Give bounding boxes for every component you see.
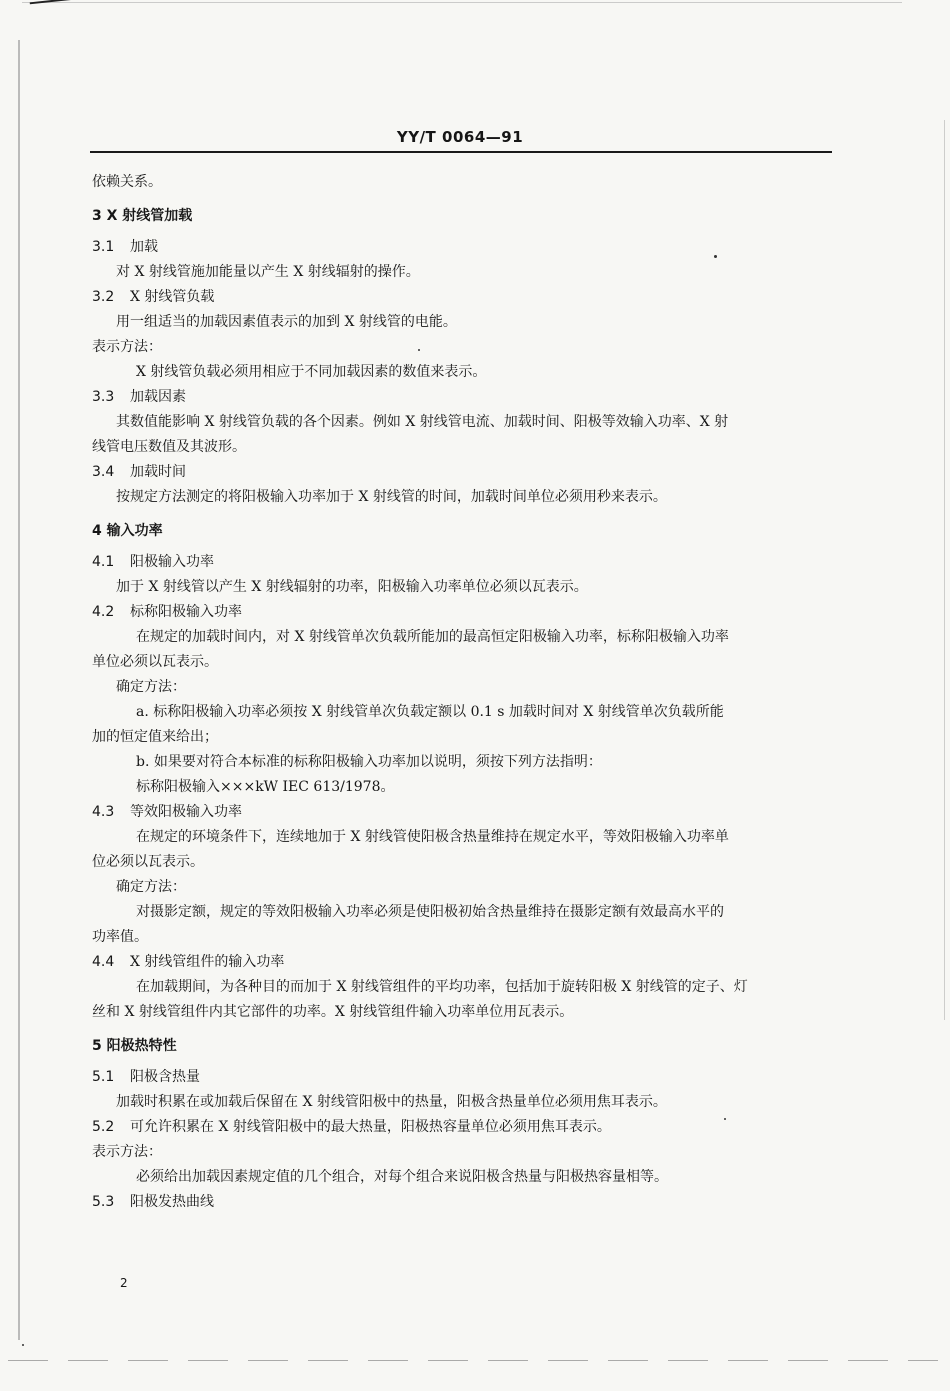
- header-rule: [90, 151, 832, 153]
- clause-number: 4.4: [92, 954, 115, 970]
- section-heading-3: 3 X 射线管加载: [92, 208, 193, 224]
- paragraph-line: 必须给出加载因素规定值的几个组合，对每个组合来说阳极含热量与阳极热容量相等。: [136, 1169, 668, 1185]
- page-number: 2: [120, 1276, 128, 1290]
- paragraph-line: 加于 X 射线管以产生 X 射线辐射的功率，阳极输入功率单位必须以瓦表示。: [116, 579, 588, 595]
- paragraph-line: 功率值。: [92, 929, 148, 945]
- paragraph-line: 其数值能影响 X 射线管负载的各个因素。例如 X 射线管电流、加载时间、阳极等效输入功率、X 射: [116, 414, 729, 430]
- clause-title: 等效阳极输入功率: [130, 804, 242, 820]
- scan-border-left: [18, 40, 20, 1340]
- clause-heading-5-1: [92, 1065, 840, 1090]
- paragraph-line: 确定方法：: [116, 879, 186, 895]
- clause-heading-3-2: [92, 285, 840, 310]
- paragraph-line: X 射线管负载必须用相应于不同加载因素的数值来表示。: [136, 364, 487, 380]
- clause-heading-5-3: [92, 1190, 840, 1215]
- paragraph-line: 线管电压数值及其波形。: [92, 439, 246, 455]
- paragraph-line: 丝和 X 射线管组件内其它部件的功率。X 射线管组件输入功率单位用瓦表示。: [92, 1004, 574, 1020]
- clause-title: X 射线管组件的输入功率: [130, 954, 285, 970]
- list-item-a: a. 标称阳极输入功率必须按 X 射线管单次负载定额以 0.1 s 加载时间对 X 射线管单次负载所能: [136, 704, 724, 720]
- clause-title: 阳极发热曲线: [130, 1194, 214, 1210]
- clause-heading-4-2: [92, 600, 840, 625]
- paragraph-line: 确定方法：: [116, 679, 186, 695]
- standard-code-header: YY/T 0064—91: [396, 128, 524, 146]
- clause-number: 3.3: [92, 389, 115, 405]
- clause-title: 加载时间: [130, 464, 186, 480]
- paragraph-line: 对摄影定额，规定的等效阳极输入功率必须是使阳极初始含热量维持在摄影定额有效最高水平的: [136, 904, 724, 920]
- paragraph-line: 用一组适当的加载因素值表示的加到 X 射线管的电能。: [116, 314, 457, 330]
- clause-number: 4.3: [92, 804, 115, 820]
- scan-border-top: [22, 2, 902, 3]
- paragraph-line: 单位必须以瓦表示。: [92, 654, 218, 670]
- paragraph-line: 在规定的加载时间内，对 X 射线管单次负载所能加的最高恒定阳极输入功率，标称阳极输入功率: [136, 629, 729, 645]
- document-body: [92, 170, 840, 1215]
- paragraph-line: 对 X 射线管施加能量以产生 X 射线辐射的操作。: [116, 264, 420, 280]
- clause-heading-4-1: [92, 550, 840, 575]
- paragraph-line: 加的恒定值来给出；: [92, 729, 218, 745]
- clause-number: 5.2: [92, 1119, 115, 1135]
- clause-heading-4-3: [92, 800, 840, 825]
- section-heading-4: 4 输入功率: [92, 523, 163, 539]
- clause-heading-3-1: [92, 235, 840, 260]
- paragraph-line: 按规定方法测定的将阳极输入功率加于 X 射线管的时间，加载时间单位必须用秒来表示。: [116, 489, 667, 505]
- clause-title: 加载因素: [130, 389, 186, 405]
- paragraph-line: 依赖关系。: [92, 174, 162, 190]
- list-item-b: b. 如果要对符合本标准的标称阳极输入功率加以说明，须按下列方法指明：: [136, 754, 602, 770]
- clause-title: 加载: [130, 239, 158, 255]
- clause-number: 4.1: [92, 554, 115, 570]
- paragraph-line: 标称阳极输入×××kW IEC 613/1978。: [136, 779, 395, 795]
- scan-border-bottom: [8, 1360, 938, 1361]
- clause-title: 可允许积累在 X 射线管阳极中的最大热量，阳极热容量单位必须用焦耳表示。: [130, 1119, 611, 1135]
- paragraph-line: 位必须以瓦表示。: [92, 854, 204, 870]
- clause-number: 3.2: [92, 289, 115, 305]
- clause-heading-4-4: [92, 950, 840, 975]
- paragraph-line: 在规定的环境条件下，连续地加于 X 射线管使阳极含热量维持在规定水平，等效阳极输入功率单: [136, 829, 729, 845]
- scan-speck: [22, 1344, 24, 1346]
- clause-title: 标称阳极输入功率: [130, 604, 242, 620]
- clause-number: 5.3: [92, 1194, 115, 1210]
- clause-title: 阳极含热量: [130, 1069, 200, 1085]
- paragraph-line: 表示方法：: [92, 1144, 162, 1160]
- clause-heading-3-4: [92, 460, 840, 485]
- clause-heading-3-3: [92, 385, 840, 410]
- clause-number: 5.1: [92, 1069, 115, 1085]
- paragraph-line: 加载时积累在或加载后保留在 X 射线管阳极中的热量，阳极含热量单位必须用焦耳表示。: [116, 1094, 667, 1110]
- paragraph-line: 表示方法：: [92, 339, 162, 355]
- clause-number: 4.2: [92, 604, 115, 620]
- clause-number: 3.1: [92, 239, 115, 255]
- paragraph-line: 在加载期间，为各种目的而加于 X 射线管组件的平均功率，包括加于旋转阳极 X 射线管的定子、灯: [136, 979, 748, 995]
- scan-border-right: [944, 120, 945, 1020]
- clause-title: X 射线管负载: [130, 289, 215, 305]
- clause-title: 阳极输入功率: [130, 554, 214, 570]
- scan-mark: [30, 0, 75, 10]
- clause-heading-5-2: [92, 1115, 840, 1140]
- section-heading-5: 5 阳极热特性: [92, 1038, 177, 1054]
- clause-number: 3.4: [92, 464, 115, 480]
